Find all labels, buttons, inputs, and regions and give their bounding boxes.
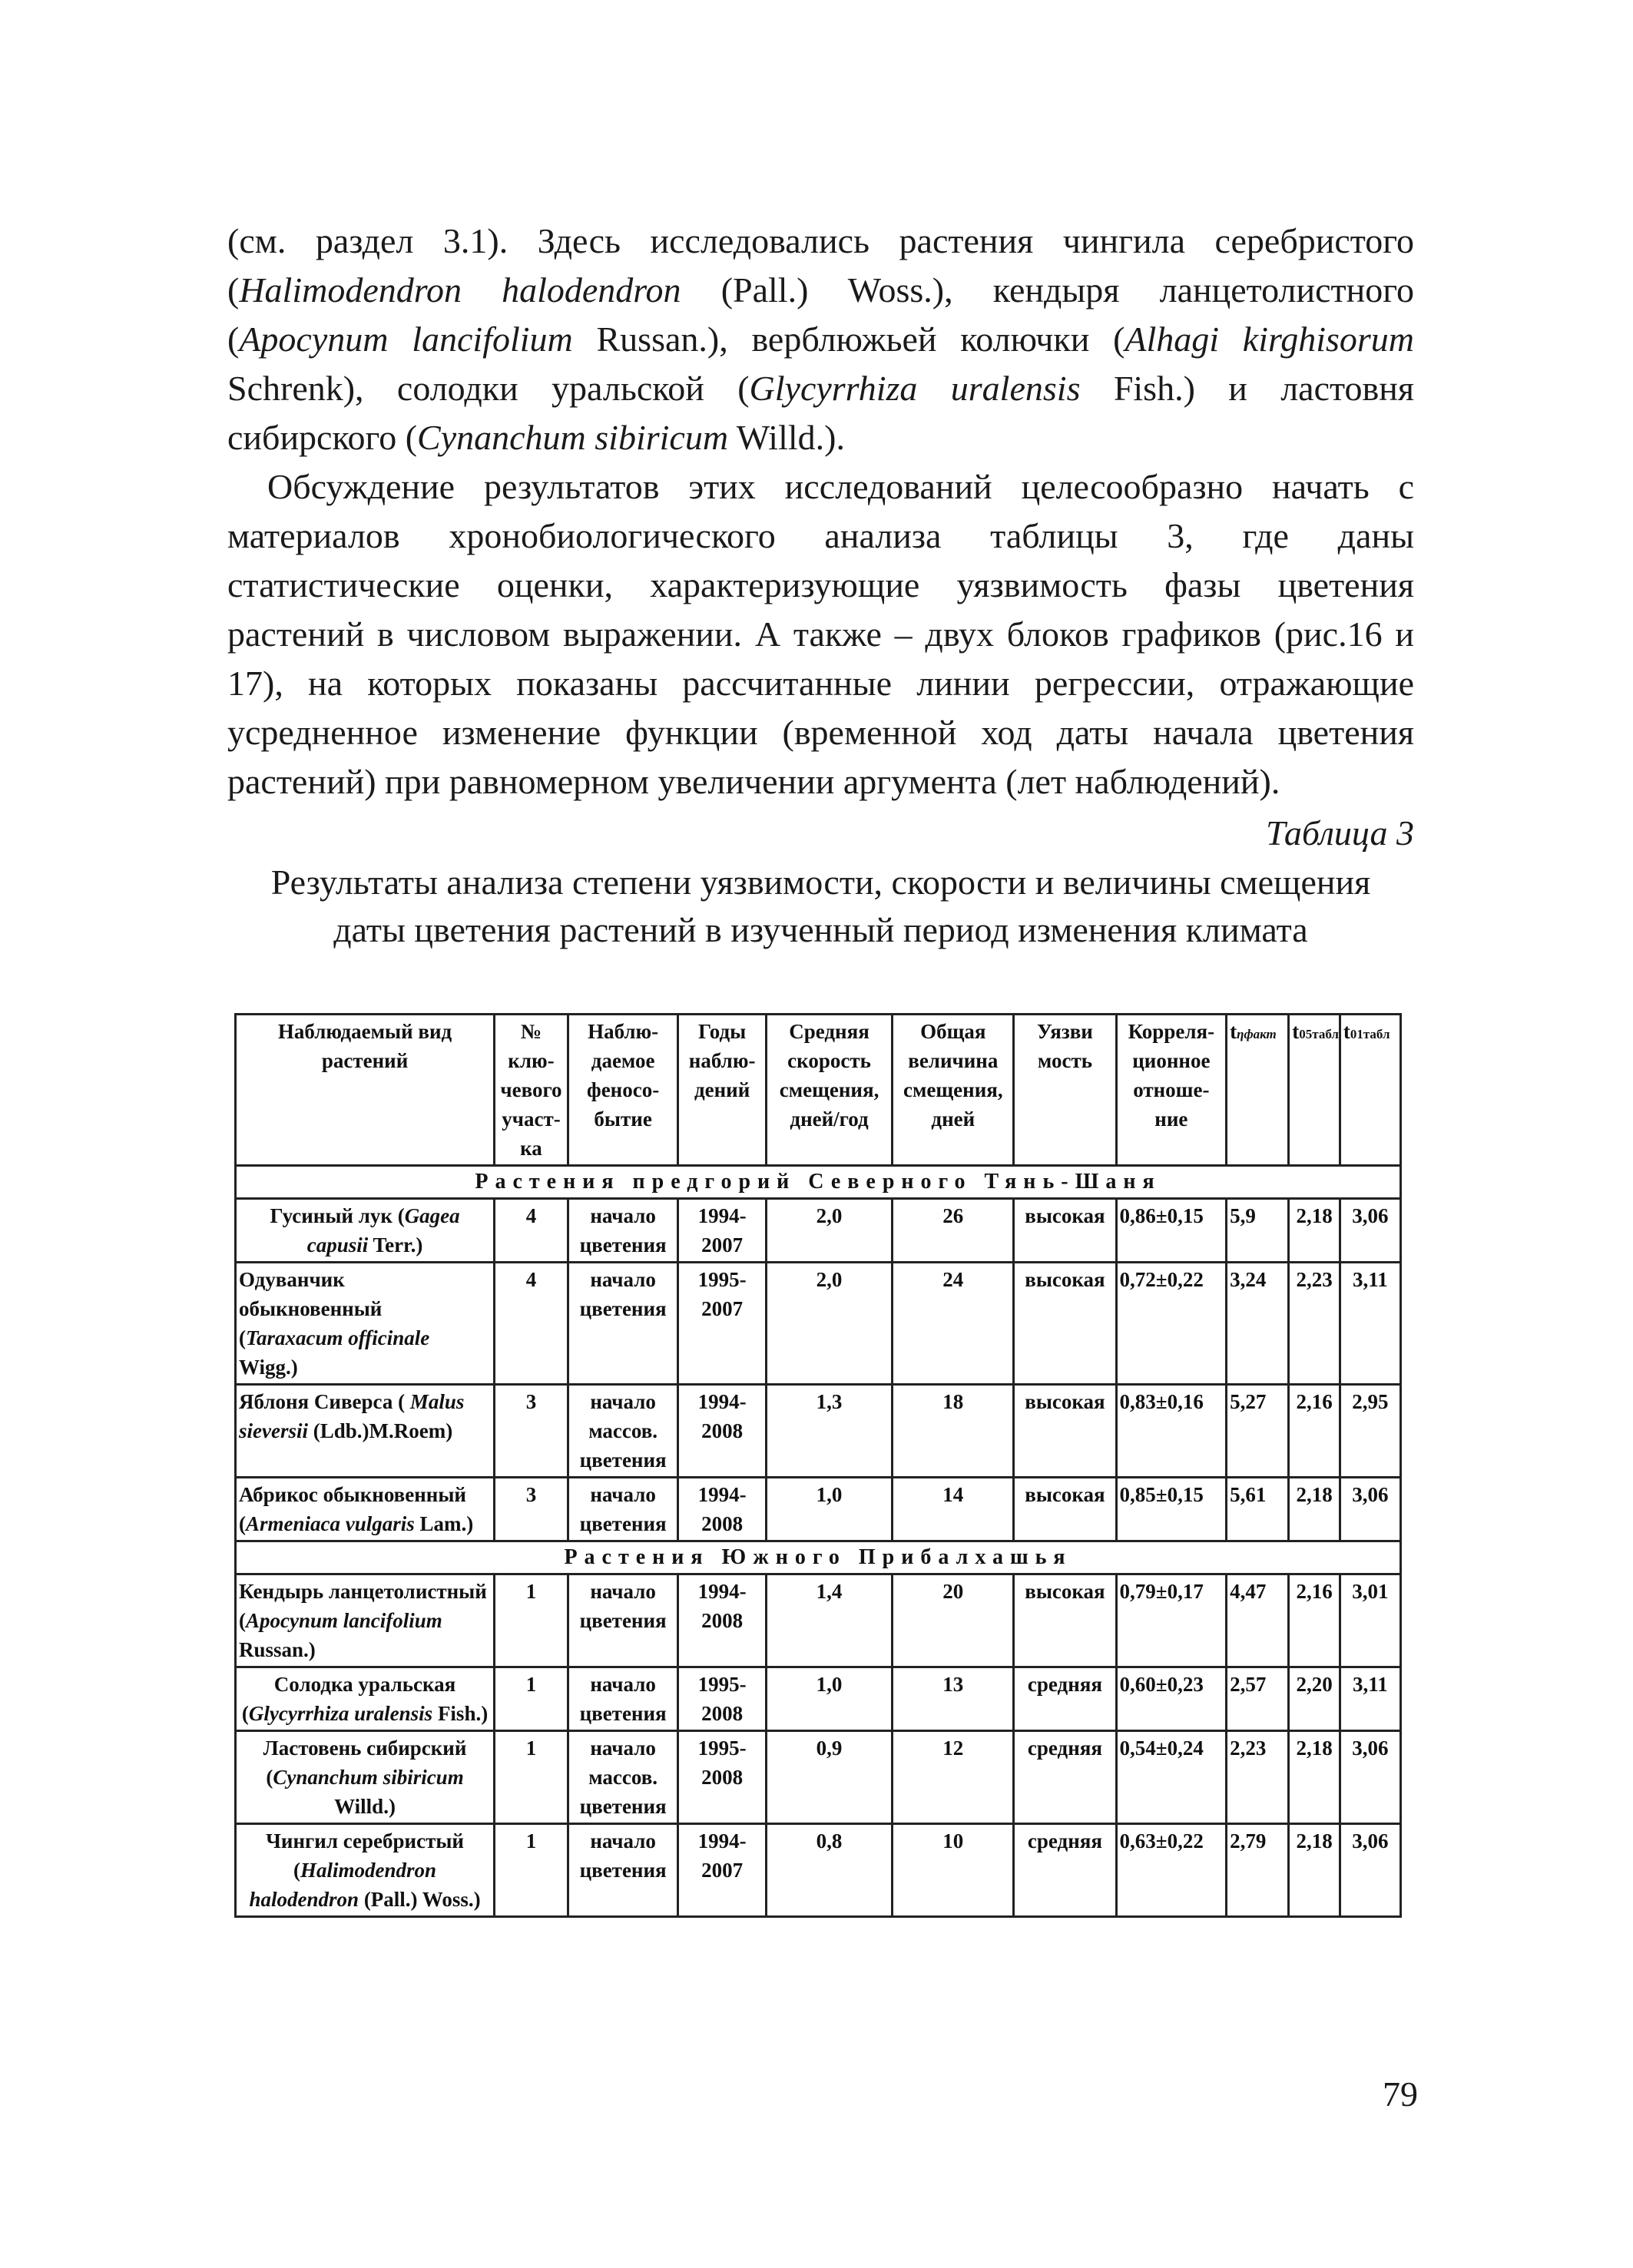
- vulnerability-cell: высокая: [1014, 1385, 1116, 1478]
- t01-cell: 3,11: [1340, 1263, 1400, 1385]
- total-cell: 18: [893, 1385, 1014, 1478]
- t01-cell: 3,06: [1340, 1824, 1400, 1917]
- rate-cell: 1,0: [766, 1478, 892, 1541]
- years-cell: 1995-2008: [678, 1731, 766, 1824]
- header-phenophase: Наблю-даемое феносо-бытие: [568, 1015, 678, 1166]
- table-row: [236, 1385, 1401, 1478]
- correlation-cell: 0,86±0,15: [1116, 1199, 1227, 1263]
- table-row: [236, 1199, 1401, 1263]
- species-author: Terr.): [368, 1233, 423, 1257]
- site-cell: 3: [495, 1385, 568, 1478]
- total-cell: 24: [893, 1263, 1014, 1385]
- results-table-wrapper: [234, 1013, 1402, 1918]
- correlation-cell: 0,63±0,22: [1116, 1824, 1227, 1917]
- species-latin-name: Gagea capusii: [306, 1204, 460, 1257]
- rate-cell: 2,0: [766, 1199, 892, 1263]
- site-cell: 4: [495, 1263, 568, 1385]
- latin-name: Apocynum lancifolium: [239, 320, 573, 359]
- section-title: Растения предгорий Северного Тянь-Шаня: [236, 1166, 1401, 1199]
- years-cell: 1995-2007: [678, 1263, 766, 1385]
- phenophase-cell: начало цветения: [568, 1574, 678, 1667]
- species-cell: [236, 1731, 495, 1824]
- species-author: Willd.): [334, 1795, 396, 1818]
- table-body: [236, 1166, 1401, 1917]
- years-cell: 1994-2007: [678, 1824, 766, 1917]
- species-cell: [236, 1385, 495, 1478]
- total-cell: 20: [893, 1574, 1014, 1667]
- t05-cell: 2,18: [1289, 1824, 1340, 1917]
- rate-cell: 1,4: [766, 1574, 892, 1667]
- header-t05: [1289, 1015, 1340, 1166]
- t05-cell: 2,18: [1289, 1478, 1340, 1541]
- header-correlation: Корреля-ционное отноше-ние: [1116, 1015, 1227, 1166]
- text-run: Fish.) и ластовня сибирского (: [227, 369, 1414, 457]
- total-cell: 13: [893, 1667, 1014, 1731]
- t05-cell: 2,18: [1289, 1731, 1340, 1824]
- species-latin-name: Glycyrrhiza uralensis: [248, 1702, 433, 1725]
- latin-name: Cynanchum sibiricum: [417, 418, 729, 457]
- correlation-cell: 0,60±0,23: [1116, 1667, 1227, 1731]
- header-t05-main: t: [1292, 1020, 1300, 1043]
- section-header-row: [236, 1541, 1401, 1574]
- species-latin-name: Taraxacum officinale: [246, 1326, 430, 1349]
- header-t01-sub: 01табл: [1350, 1027, 1390, 1041]
- header-t-fact: [1227, 1015, 1289, 1166]
- table-row: [236, 1824, 1401, 1917]
- t-fact-cell: 4,47: [1227, 1574, 1289, 1667]
- species-cell: [236, 1667, 495, 1731]
- site-cell: 3: [495, 1478, 568, 1541]
- t-fact-cell: 5,61: [1227, 1478, 1289, 1541]
- vulnerability-cell: средняя: [1014, 1731, 1116, 1824]
- species-author: Wigg.): [239, 1356, 298, 1379]
- text-run: Schrenk), солодки уральской (: [227, 369, 750, 408]
- rate-cell: 1,0: [766, 1667, 892, 1731]
- species-common-name: Яблоня Сиверса (: [239, 1390, 410, 1413]
- vulnerability-cell: средняя: [1014, 1667, 1116, 1731]
- correlation-cell: 0,83±0,16: [1116, 1385, 1227, 1478]
- t01-cell: 3,01: [1340, 1574, 1400, 1667]
- t01-cell: 3,06: [1340, 1731, 1400, 1824]
- vulnerability-cell: средняя: [1014, 1824, 1116, 1917]
- species-cell: [236, 1199, 495, 1263]
- section-header-row: [236, 1166, 1401, 1199]
- correlation-cell: 0,54±0,24: [1116, 1731, 1227, 1824]
- site-cell: 4: [495, 1199, 568, 1263]
- years-cell: 1994-2008: [678, 1478, 766, 1541]
- table-row: [236, 1574, 1401, 1667]
- t05-cell: 2,20: [1289, 1667, 1340, 1731]
- years-cell: 1995-2008: [678, 1667, 766, 1731]
- table-row: [236, 1731, 1401, 1824]
- header-species: Наблюдаемый вид растений: [236, 1015, 495, 1166]
- vulnerability-cell: высокая: [1014, 1263, 1116, 1385]
- t-fact-cell: 5,27: [1227, 1385, 1289, 1478]
- t05-cell: 2,16: [1289, 1385, 1340, 1478]
- rate-cell: 0,9: [766, 1731, 892, 1824]
- table-row: [236, 1667, 1401, 1731]
- latin-name: Glycyrrhiza uralensis: [749, 369, 1081, 408]
- rate-cell: 2,0: [766, 1263, 892, 1385]
- site-cell: 1: [495, 1731, 568, 1824]
- total-cell: 26: [893, 1199, 1014, 1263]
- header-t-fact-main: t: [1230, 1020, 1237, 1043]
- phenophase-cell: начало цветения: [568, 1199, 678, 1263]
- header-total: Общая величина смещения, дней: [893, 1015, 1014, 1166]
- species-author: Russan.): [239, 1638, 316, 1661]
- paragraph-intro: [227, 217, 1414, 462]
- t01-cell: 2,95: [1340, 1385, 1400, 1478]
- header-t01-main: t: [1343, 1020, 1350, 1043]
- paragraph-discussion: [227, 462, 1414, 806]
- years-cell: 1994-2008: [678, 1574, 766, 1667]
- t05-cell: 2,23: [1289, 1263, 1340, 1385]
- t01-cell: 3,06: [1340, 1199, 1400, 1263]
- phenophase-cell: начало массов. цветения: [568, 1731, 678, 1824]
- total-cell: 12: [893, 1731, 1014, 1824]
- rate-cell: 0,8: [766, 1824, 892, 1917]
- table-row: [236, 1263, 1401, 1385]
- header-t-fact-sub: ηфакт: [1237, 1027, 1277, 1041]
- t05-cell: 2,16: [1289, 1574, 1340, 1667]
- species-cell: [236, 1478, 495, 1541]
- years-cell: 1994-2008: [678, 1385, 766, 1478]
- species-common-name: Чингил серебристый (: [266, 1829, 464, 1882]
- correlation-cell: 0,85±0,15: [1116, 1478, 1227, 1541]
- table-caption-line-1: Результаты анализа степени уязвимости, скорости и величины смещения: [270, 863, 1371, 902]
- latin-name: Halimodendron halodendron: [239, 270, 681, 310]
- species-cell: [236, 1824, 495, 1917]
- table-caption-line-2: даты цветения растений в изученный период изменения климата: [333, 910, 1308, 949]
- text-run: (Pall.) Woss.), кендыря ланцетолистного (: [227, 270, 1414, 359]
- phenophase-cell: начало массов. цветения: [568, 1385, 678, 1478]
- species-latin-name: Malus sieversii: [239, 1390, 465, 1442]
- t-fact-cell: 2,23: [1227, 1731, 1289, 1824]
- header-years: Годы наблю-дений: [678, 1015, 766, 1166]
- table-row: [236, 1478, 1401, 1541]
- vulnerability-cell: высокая: [1014, 1478, 1116, 1541]
- species-author: (Ldb.)M.Roem): [307, 1419, 453, 1442]
- table-header-row: [236, 1015, 1401, 1166]
- rate-cell: 1,3: [766, 1385, 892, 1478]
- species-cell: [236, 1263, 495, 1385]
- total-cell: 10: [893, 1824, 1014, 1917]
- species-latin-name: Cynanchum sibiricum: [273, 1766, 464, 1789]
- species-common-name: Солодка уральская (: [241, 1673, 456, 1725]
- species-latin-name: Armeniaca vulgaris: [246, 1512, 415, 1535]
- species-common-name: Кендырь ланцетолистный (: [239, 1580, 487, 1632]
- table-label: Таблица 3: [1265, 813, 1414, 853]
- header-site: № клю-чевого участ-ка: [495, 1015, 568, 1166]
- years-cell: 1994-2007: [678, 1199, 766, 1263]
- header-rate: Средняя скорость смещения, дней/год: [766, 1015, 892, 1166]
- t01-cell: 3,11: [1340, 1667, 1400, 1731]
- t-fact-cell: 2,79: [1227, 1824, 1289, 1917]
- vulnerability-cell: высокая: [1014, 1574, 1116, 1667]
- t01-cell: 3,06: [1340, 1478, 1400, 1541]
- text-run: (см. раздел 3.1). Здесь исследовались растения чингила серебристого (: [227, 221, 1414, 310]
- phenophase-cell: начало цветения: [568, 1667, 678, 1731]
- site-cell: 1: [495, 1824, 568, 1917]
- species-author: (Pall.) Woss.): [359, 1888, 481, 1911]
- site-cell: 1: [495, 1667, 568, 1731]
- text-run: Willd.).: [728, 418, 845, 457]
- phenophase-cell: начало цветения: [568, 1478, 678, 1541]
- phenophase-cell: начало цветения: [568, 1824, 678, 1917]
- table-caption: [227, 859, 1414, 954]
- latin-name: Alhagi kirghisorum: [1125, 320, 1414, 359]
- correlation-cell: 0,79±0,17: [1116, 1574, 1227, 1667]
- correlation-cell: 0,72±0,22: [1116, 1263, 1227, 1385]
- text-run: Russan.), верблюжьей колючки (: [572, 320, 1125, 359]
- section-title: Растения Южного Прибалхашья: [236, 1541, 1401, 1574]
- page-number: 79: [1383, 2074, 1418, 2114]
- species-common-name: Одуванчик обыкновенный (: [239, 1268, 383, 1349]
- t-fact-cell: 2,57: [1227, 1667, 1289, 1731]
- species-latin-name: Apocynum lancifolium: [246, 1609, 442, 1632]
- header-t01: [1340, 1015, 1400, 1166]
- species-latin-name: Halimodendron halodendron: [249, 1859, 437, 1911]
- species-common-name: Ластовень сибирский (: [263, 1737, 467, 1789]
- species-author: Fish.): [432, 1702, 489, 1725]
- t-fact-cell: 3,24: [1227, 1263, 1289, 1385]
- species-common-name: Абрикос обыкновенный (: [239, 1483, 466, 1535]
- header-vulnerability: Уязви мость: [1014, 1015, 1116, 1166]
- vulnerability-cell: высокая: [1014, 1199, 1116, 1263]
- t-fact-cell: 5,9: [1227, 1199, 1289, 1263]
- species-cell: [236, 1574, 495, 1667]
- species-author: Lam.): [414, 1512, 474, 1535]
- species-common-name: Гусиный лук (: [270, 1204, 405, 1227]
- t05-cell: 2,18: [1289, 1199, 1340, 1263]
- header-t05-sub: 05табл: [1299, 1027, 1339, 1041]
- results-table: [234, 1013, 1402, 1918]
- paragraph-discussion-text: Обсуждение результатов этих исследований целесообразно начать с материалов хронобиологического анализа таблицы 3, где даны статистические оценки, характеризующие уязвимость фазы цветения растений в числовом выражении. А также – двух блоков графиков (рис.16 и 17), на которых показаны рассчитанные линии регрессии, отражающие усредненное изменение функции (временной ход даты начала цветения растений) при равномерном увеличении аргумента (лет наблюдений).: [227, 467, 1414, 801]
- phenophase-cell: начало цветения: [568, 1263, 678, 1385]
- site-cell: 1: [495, 1574, 568, 1667]
- total-cell: 14: [893, 1478, 1014, 1541]
